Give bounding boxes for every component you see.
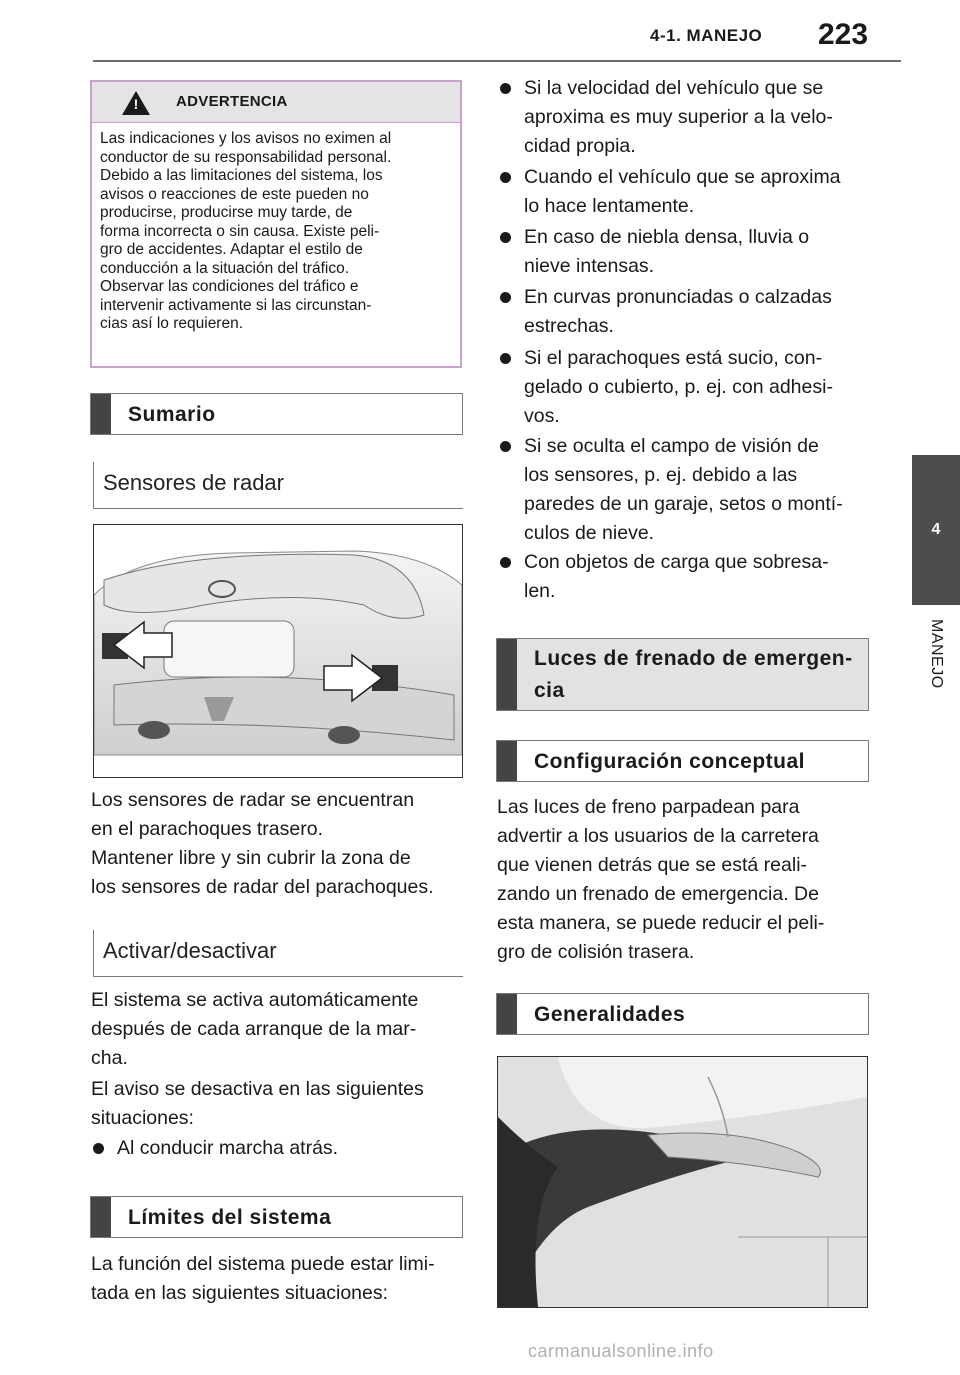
warning-line: intervenir activamente si las circunstan- (100, 296, 372, 314)
warning-line: Observar las condiciones del tráfico e (100, 278, 359, 295)
heading-configuracion: Configuración conceptual (496, 740, 869, 782)
bullet-limit: Cuando el vehículo que se aproxima lo hace lentamente. (524, 163, 874, 221)
warning-line: Debido a las limitaciones del sistema, los (100, 167, 383, 184)
warning-line: producirse, producirse muy tarde, de (100, 204, 353, 221)
bullet-limit: Con objetos de carga que sobresa- len. (524, 548, 874, 606)
heading-luces-frenado: Luces de frenado de emergen- cia (496, 638, 869, 711)
page-number: 223 (818, 18, 869, 51)
warning-box (90, 80, 462, 368)
warning-line: cias así lo requieren. (100, 315, 244, 332)
warning-line: avisos o reacciones de este pueden no (100, 185, 369, 203)
warning-line: Las indicaciones y los avisos no eximen al (100, 130, 392, 147)
bullet-marcha-atras: Al conducir marcha atrás. (117, 1134, 467, 1163)
figure-tail-light (497, 1056, 868, 1308)
warning-title: ADVERTENCIA (176, 93, 288, 110)
warning-header (92, 82, 460, 123)
rear-bumper-illustration (94, 525, 462, 777)
header-divider (93, 60, 901, 62)
warning-line: gro de accidentes. Adaptar el estilo de (100, 241, 363, 258)
paragraph-sensores-2: Mantener libre y sin cubrir la zona de los sensores de radar del parachoques. (91, 847, 434, 898)
subheading-activar: Activar/desactivar (103, 938, 277, 963)
bullet-limit: Si la velocidad del vehículo que se aproxima es muy superior a la velo- cidad propia. (524, 74, 874, 161)
tail-light-illustration (498, 1057, 867, 1307)
subheading-sensores: Sensores de radar (103, 470, 284, 495)
warning-line: conducción a la situación del tráfico. (100, 259, 350, 277)
bullet-limit: En curvas pronunciadas o calzadas estrechas. (524, 283, 874, 341)
watermark-text: carmanualsonline.info (528, 1341, 714, 1361)
bullet-limit: Si el parachoques está sucio, con- gelado o cubierto, p. ej. con adhesi- vos. (524, 344, 874, 431)
warning-text (100, 130, 454, 334)
section-title: 4-1. MANEJO (650, 26, 763, 45)
chapter-tab-number: 4 (912, 455, 960, 605)
warning-line: forma incorrecta o sin causa. Existe peli- (100, 222, 380, 240)
chapter-tab-label (912, 605, 960, 815)
heading-sumario: Sumario (90, 393, 463, 435)
paragraph-sensores-1: Los sensores de radar se encuentran en el parachoques trasero. (91, 789, 415, 840)
heading-limites: Límites del sistema (90, 1196, 463, 1238)
paragraph-limites: La función del sistema puede estar limi- tada en las siguientes situaciones: (91, 1253, 435, 1304)
heading-generalidades: Generalidades (496, 993, 869, 1035)
bullet-limit: En caso de niebla densa, lluvia o nieve intensas. (524, 223, 874, 281)
paragraph-activar-1: El sistema se activa automáticamente después de cada arranque de la mar- cha. (91, 989, 419, 1069)
paragraph-configuracion: Las luces de freno parpadean para advertir a los usuarios de la carretera que vienen detrás que se está reali- zando un frenado de emergencia. De esta manera, se puede reducir el peli- gro de colisión trasera. (497, 796, 825, 963)
chapter-tab-text: MANEJO (928, 619, 945, 689)
exclamation-icon: ! (133, 96, 139, 112)
warning-line: conductor de su responsabilidad personal. (100, 148, 392, 166)
bullet-limit: Si se oculta el campo de visión de los sensores, p. ej. debido a las paredes de un garaje, setos o montí- culos de nieve. (524, 432, 874, 548)
paragraph-activar-2: El aviso se desactiva en las siguientes situaciones: (91, 1078, 424, 1129)
figure-rear-bumper (93, 524, 463, 778)
